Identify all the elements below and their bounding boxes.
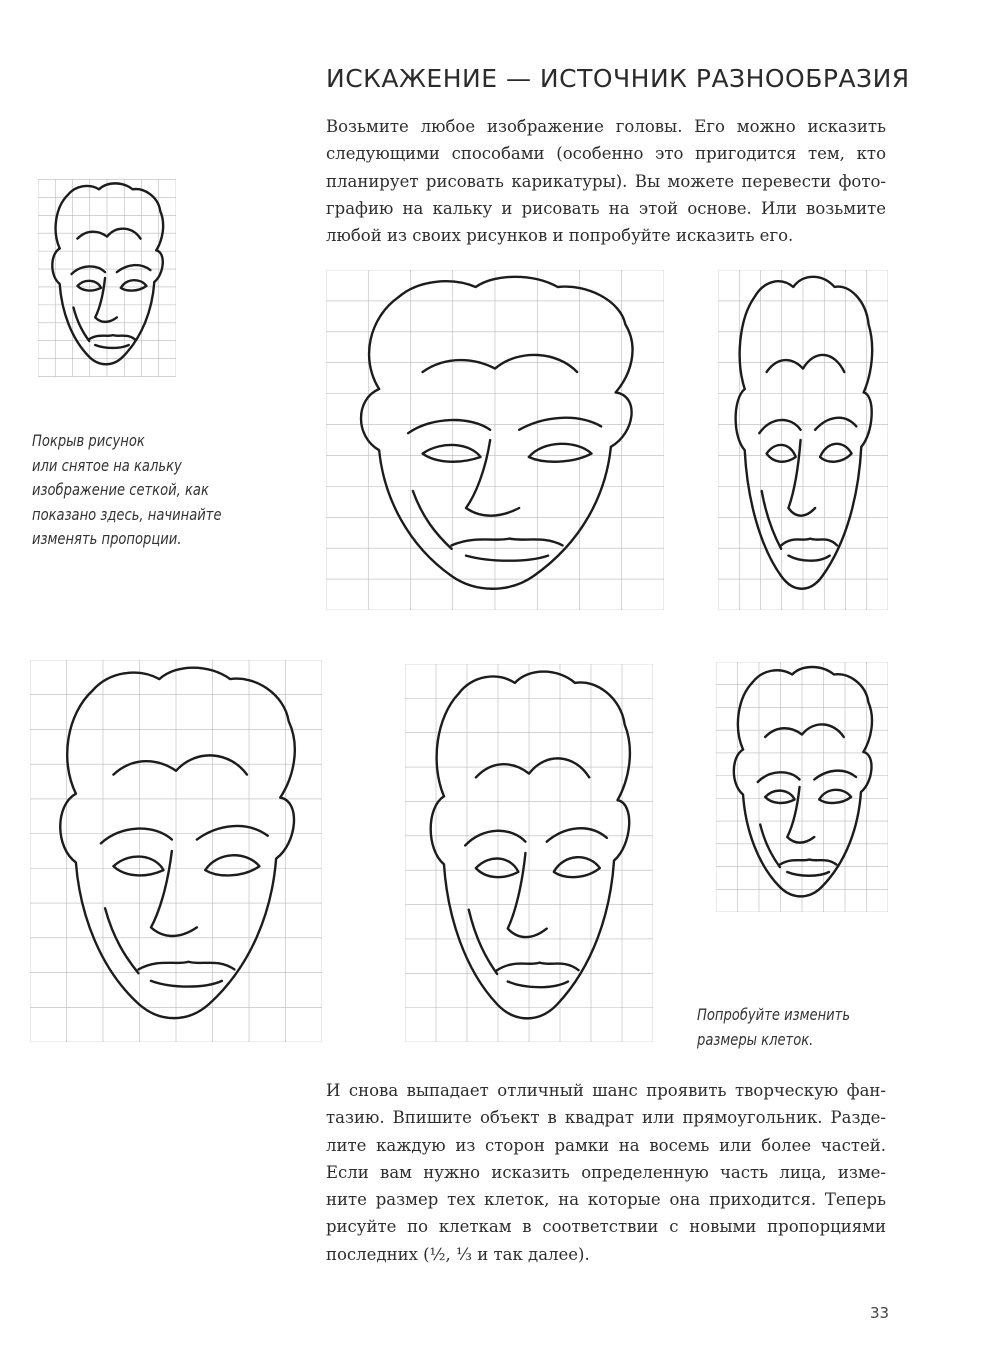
outro-line: Если вам нужно исказить определенную часть лица, изме-: [326, 1162, 886, 1182]
face-stroke: [519, 418, 601, 430]
face-stroke: [431, 796, 630, 1018]
face-stroke: [437, 672, 630, 801]
outro-line: последних (½, ⅓ и так далее).: [326, 1244, 590, 1264]
face-drawing-wide-top-trapezoid: [30, 660, 322, 1042]
outro-paragraph: [326, 1077, 886, 1268]
outro-line: лите каждую из сторон рамки на восемь или более частей.: [326, 1135, 886, 1155]
face-stroke: [105, 908, 138, 973]
outro-line: И снова выпадает отличный шанс проявить творческую фан-: [326, 1081, 886, 1100]
face-stroke: [820, 444, 852, 462]
caption-line: изображение сеткой, как: [32, 480, 209, 499]
intro-line: графию на кальку и рисовать на этой основе. Или возьмите: [326, 198, 886, 218]
intro-paragraph: [326, 113, 886, 249]
face-stroke: [759, 420, 800, 433]
face-stroke: [60, 794, 294, 1018]
face-stroke: [101, 829, 172, 844]
face-stroke: [815, 418, 856, 430]
face-drawing-narrow-elongated: [718, 270, 888, 610]
face-stroke: [113, 755, 246, 774]
face-stroke: [77, 229, 140, 239]
face-stroke: [197, 826, 268, 840]
page-title: ИСКАЖЕНИЕ — ИСТОЧНИК РАЗНООБРАЗИЯ: [326, 64, 910, 93]
face-stroke: [554, 857, 600, 877]
face-stroke: [452, 539, 563, 546]
face-stroke: [529, 444, 592, 462]
face-stroke: [361, 389, 632, 589]
face-stroke: [781, 539, 837, 546]
face-stroke: [151, 981, 222, 987]
face-stroke: [77, 281, 101, 291]
face-drawing-small-original: [38, 178, 176, 378]
face-drawing-narrow-top-trapezoid: [405, 664, 653, 1042]
intro-line: следующими способами (особенно это пригодится тем, кто: [326, 144, 886, 164]
face-stroke: [788, 556, 829, 561]
face-stroke: [814, 771, 856, 780]
face-stroke: [465, 831, 525, 846]
face-stroke: [423, 445, 481, 462]
face-stroke: [72, 266, 106, 274]
intro-line: любой из своих рисунков и попробуйте исказить его.: [326, 226, 794, 246]
face-stroke: [466, 556, 548, 561]
caption-line: или снятое на кальку: [32, 455, 182, 475]
caption-right: [697, 1003, 850, 1052]
face-stroke: [469, 910, 497, 974]
face-stroke: [476, 858, 519, 877]
caption-line: показано здесь, начинайте: [32, 504, 222, 524]
outro-line: тазию. Впишите объект в квадрат или прямоугольник. Разде-: [326, 1108, 886, 1128]
page-number: 33: [870, 1304, 890, 1322]
intro-line: планирует рисовать карикатуры). Вы можете перевести фото-: [326, 171, 886, 191]
face-stroke: [476, 758, 589, 777]
face-stroke: [787, 872, 829, 876]
face-stroke: [758, 772, 800, 782]
outro-line: ните размер тех клеток, на которые она приходится. Теперь: [326, 1190, 886, 1210]
face-stroke: [767, 355, 845, 372]
face-stroke: [95, 345, 129, 348]
face-stroke: [89, 335, 134, 339]
face-stroke: [819, 790, 851, 803]
face-stroke: [767, 445, 796, 462]
face-stroke: [765, 791, 794, 803]
face-stroke: [497, 963, 578, 971]
face-stroke: [117, 265, 151, 272]
caption-line: размеры клеток.: [697, 1029, 814, 1049]
face-stroke: [423, 355, 578, 372]
outro-line: рисуйте по клеткам в соответствии с новыми пропорциями: [326, 1217, 886, 1237]
face-stroke: [760, 825, 780, 868]
caption-line: изменять пропорции.: [32, 529, 182, 548]
face-stroke: [413, 491, 452, 549]
face-stroke: [547, 828, 607, 841]
face-stroke: [765, 724, 844, 737]
face-stroke: [113, 857, 163, 876]
face-stroke: [780, 860, 837, 865]
face-drawing-shifted-features: [716, 662, 888, 912]
face-stroke: [121, 280, 147, 290]
face-stroke: [369, 277, 632, 393]
face-stroke: [736, 389, 872, 589]
face-stroke: [508, 982, 568, 988]
intro-line: Возьмите любое изображение головы. Его можно исказить: [326, 117, 886, 136]
face-stroke: [73, 308, 89, 342]
caption-line: Покрыв рисунок: [32, 431, 145, 450]
face-stroke: [738, 667, 872, 752]
face-stroke: [740, 277, 873, 393]
caption-left: [32, 429, 222, 552]
caption-line: Попробуйте изменить: [697, 1005, 851, 1024]
face-stroke: [56, 183, 164, 250]
face-stroke: [408, 420, 490, 433]
face-drawing-large-enlarged: [326, 270, 664, 610]
face-stroke: [205, 855, 259, 875]
face-stroke: [67, 668, 295, 798]
face-stroke: [138, 962, 234, 970]
face-stroke: [762, 491, 781, 549]
